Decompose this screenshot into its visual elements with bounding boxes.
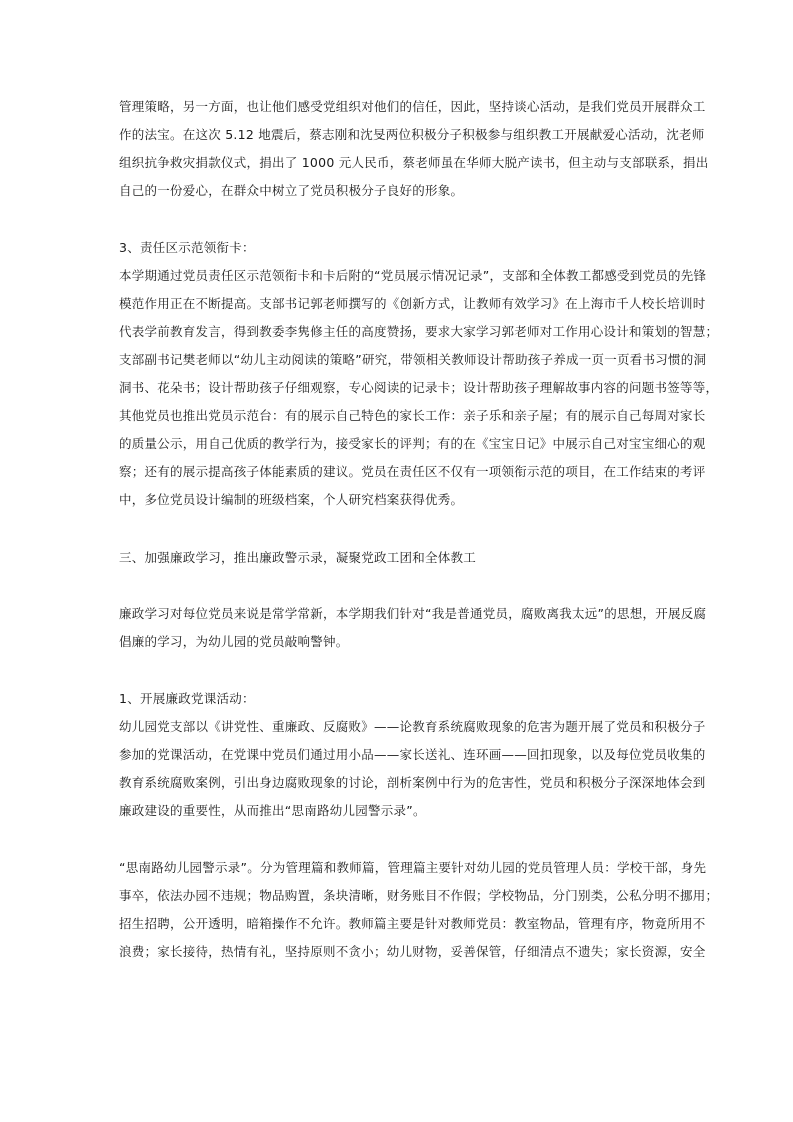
paragraph-line: 作的法宝。在这次 5.12 地震后，蔡志刚和沈旻两位积极分子积极参与组织教工开展献爱心活动，沈老师	[119, 127, 705, 142]
paragraph-line: 模范作用正在不断提高。支部书记郭老师撰写的《创新方式，让教师有效学习》在上海市千人校长培训时	[119, 296, 706, 311]
paragraph-line: 廉政建设的重要性，从而推出“思南路幼儿园警示录”。	[119, 803, 426, 818]
section-heading: 1、开展廉政党课活动：	[119, 691, 255, 706]
paragraph-line: 察；还有的展示提高孩子体能素质的建议。党员在责任区不仅有一项领衔示范的项目，在工作结束的考评	[119, 464, 706, 479]
paragraph-line: 中，多位党员设计编制的班级档案，个人研究档案获得优秀。	[119, 492, 464, 507]
paragraph-line: 倡廉的学习，为幼儿园的党员敲响警钟。	[119, 634, 349, 649]
paragraph-line: 支部副书记樊老师以“幼儿主动阅读的策略”研究，带领相关教师设计帮助孩子养成一页一页看书习惯的洞	[119, 352, 707, 367]
paragraph-line: 参加的党课活动，在党课中党员们通过用小品——家长送礼、连环画——回扣现象，以及每位党员收集的	[119, 747, 706, 762]
paragraph-line: 组织抗争救灾捐款仪式，捐出了 1000 元人民币，蔡老师虽在华师大脱产读书，但主动与支部联系，捐出	[119, 155, 709, 170]
paragraph-line: 自己的一份爱心，在群众中树立了党员积极分子良好的形象。	[119, 183, 464, 198]
section-heading: 3、责任区示范领衔卡：	[119, 240, 255, 255]
paragraph-line: 幼儿园党支部以《讲党性、重廉政、反腐败》——论教育系统腐败现象的危害为题开展了党员和积极分子	[119, 719, 706, 734]
paragraph-line: 浪费；家长接待，热情有礼，坚持原则不贪小；幼儿财物，妥善保管，仔细清点不遗失；家长资源，安全	[119, 944, 706, 959]
paragraph-line: 教育系统腐败案例，引出身边腐败现象的讨论，剖析案例中行为的危害性，党员和积极分子深深地体会到	[119, 775, 706, 790]
paragraph-line: 代表学前教育发言，得到教委李隽修主任的高度赞扬，要求大家学习郭老师对工作用心设计和策划的智慧；	[119, 324, 719, 339]
paragraph-line: 管理策略，另一方面，也让他们感受党组织对他们的信任，因此，坚持谈心活动，是我们党员开展群众工	[119, 99, 706, 114]
paragraph-line: 廉政学习对每位党员来说是常学常新，本学期我们针对“我是普通党员，腐败离我太远”的思想，开展反腐	[119, 606, 707, 621]
paragraph-line: 招生招聘，公开透明，暗箱操作不允许。教师篇主要是针对教师党员：教室物品，管理有序，物竟所用不	[119, 916, 706, 931]
paragraph-line: “思南路幼儿园警示录”。分为管理篇和教师篇，管理篇主要针对幼儿园的党员管理人员：学校干部，身先	[119, 860, 707, 875]
paragraph-line: 事卒，依法办园不违规；物品购置，条块清晰，财务账目不作假；学校物品，分门别类，公私分明不挪用；	[119, 888, 719, 903]
paragraph-line: 其他党员也推出党员示范台：有的展示自己特色的家长工作：亲子乐和亲子屋；有的展示自己每周对家长	[119, 408, 706, 423]
paragraph-line: 洞书、花朵书；设计帮助孩子仔细观察，专心阅读的记录卡；设计帮助孩子理解故事内容的问题书签等等，	[119, 380, 719, 395]
paragraph-line: 本学期通过党员责任区示范领衔卡和卡后附的“党员展示情况记录”，支部和全体教工都感受到党员的先锋	[119, 268, 707, 283]
paragraph-line: 的质量公示，用自己优质的教学行为，接受家长的评判；有的在《宝宝日记》中展示自己对宝宝细心的观	[119, 436, 706, 451]
section-heading: 三、加强廉政学习，推出廉政警示录，凝聚党政工团和全体教工	[119, 550, 477, 565]
